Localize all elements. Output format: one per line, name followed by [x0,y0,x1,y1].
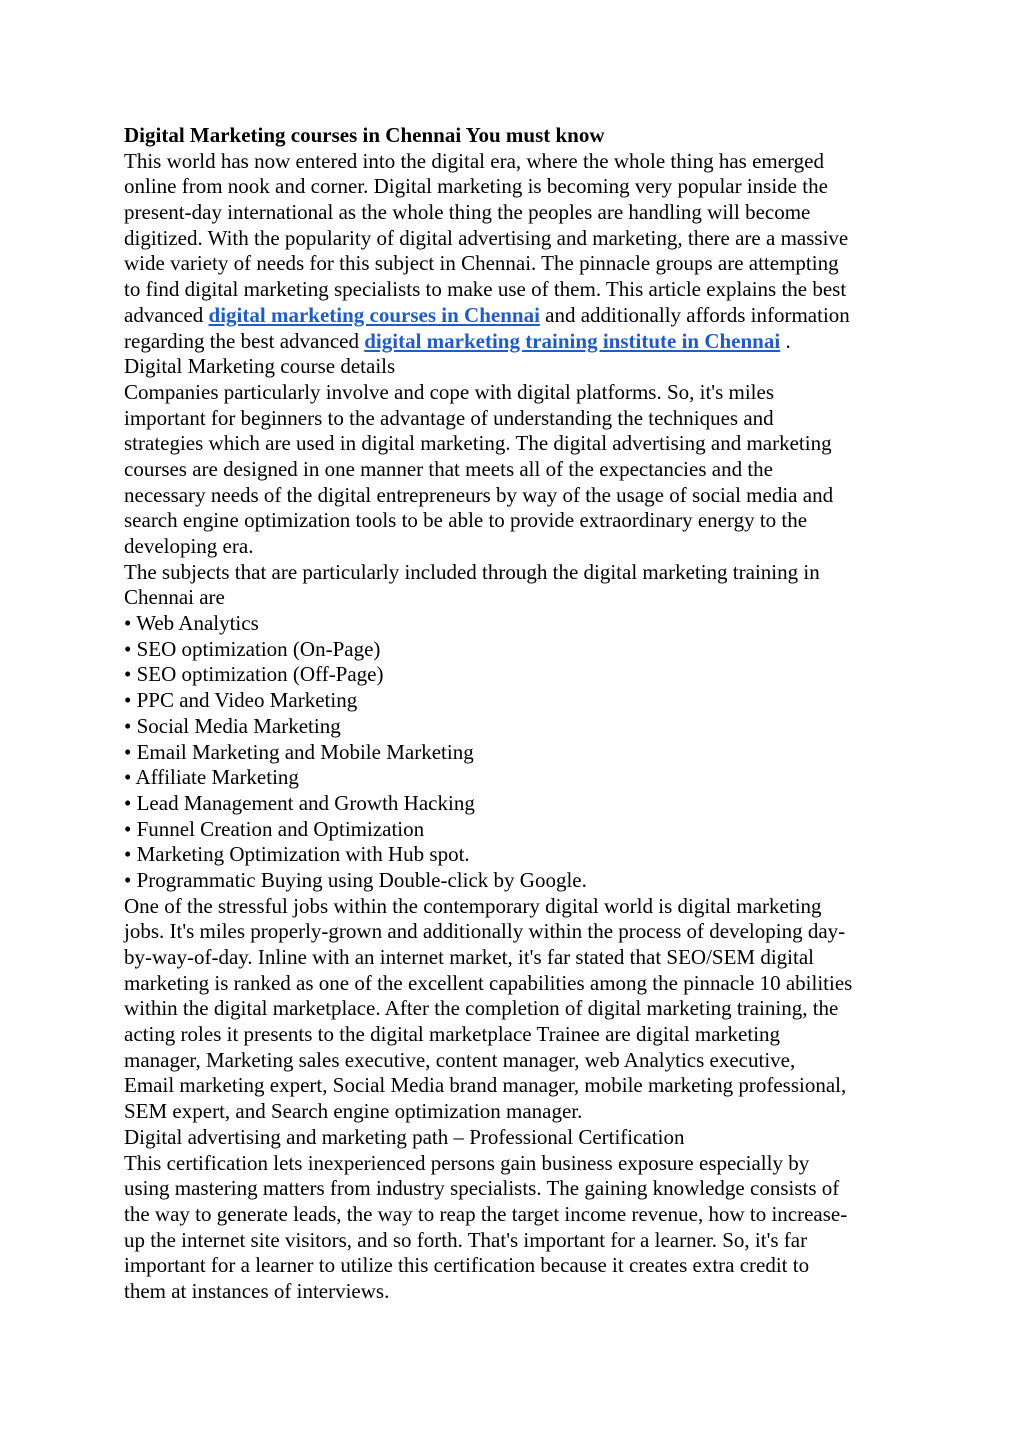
digital-marketing-courses-link[interactable]: digital marketing courses in Chennai [208,302,540,327]
paragraph-line: important for a learner to utilize this certification because it creates extra credit to [124,1253,810,1278]
jobs-paragraph [124,894,914,1125]
paragraph-line: important for beginners to the advantage of understanding the techniques and [124,405,774,430]
document-title: Digital Marketing courses in Chennai You must know [124,123,605,147]
paragraph-line: them at instances of interviews. [124,1278,390,1303]
course-details-paragraph [124,380,914,560]
paragraph-line: marketing is ranked as one of the excellent capabilities among the pinnacle 10 abilities [124,970,853,995]
paragraph-line: necessary needs of the digital entrepreneurs by way of the usage of social media and [124,482,834,507]
intro-text: and additionally affords information [539,302,850,327]
intro-line: This world has now entered into the digital era, where the whole thing has emerged [124,148,824,173]
paragraph-line: acting roles it presents to the digital marketplace Trainee are digital marketing [124,1022,781,1047]
paragraph-line: the way to generate leads, the way to reap the target income revenue, how to increase- [124,1201,848,1226]
paragraph-line: search engine optimization tools to be able to provide extraordinary energy to the [124,508,808,533]
document-page [124,123,914,1305]
intro-text: regarding the best advanced [124,328,365,353]
paragraph-line: jobs. It's miles properly-grown and additionally within the process of developing day- [124,919,846,944]
list-item: • Programmatic Buying using Double-click by Google. [124,867,587,892]
list-item: • Social Media Marketing [124,713,341,738]
paragraph-line: developing era. [124,534,254,558]
intro-text: advanced [124,302,209,327]
intro-paragraph [124,149,914,355]
paragraph-line: using mastering matters from industry specialists. The gaining knowledge consists of [124,1176,840,1201]
intro-line: wide variety of needs for this subject in Chennai. The pinnacle groups are attempting [124,251,839,276]
paragraph-line: The subjects that are particularly included through the digital marketing training in [124,559,820,584]
paragraph-line: up the internet site visitors, and so forth. That's important for a learner. So, it's far [124,1227,808,1252]
paragraph-line: by-way-of-day. Inline with an internet market, it's far stated that SEO/SEM digital [124,945,814,969]
certification-paragraph [124,1151,914,1305]
training-institute-link[interactable]: digital marketing training institute in Chennai [364,328,781,353]
list-item: • Marketing Optimization with Hub spot. [124,842,470,867]
list-item: • Funnel Creation and Optimization [124,816,425,841]
subjects-list [124,611,914,894]
list-item: • Web Analytics [124,611,259,636]
intro-line: to find digital marketing specialists to make use of them. This article explains the best [124,277,847,302]
paragraph-line: manager, Marketing sales executive, content manager, web Analytics executive, [124,1047,796,1072]
paragraph-line: Companies particularly involve and cope with digital platforms. So, it's miles [124,379,775,404]
intro-line: digitized. With the popularity of digital advertising and marketing, there are a massive [124,225,849,250]
intro-text: . [780,328,791,353]
paragraph-line: SEM expert, and Search engine optimization manager. [124,1099,583,1124]
intro-line: present-day international as the whole thing the peoples are handling will become [124,200,811,225]
paragraph-line: One of the stressful jobs within the contemporary digital world is digital marketing [124,893,822,918]
list-item: • Email Marketing and Mobile Marketing [124,739,474,764]
list-item: • PPC and Video Marketing [124,688,358,713]
paragraph-line: This certification lets inexperienced persons gain business exposure especially by [124,1150,810,1175]
subjects-intro [124,560,914,611]
list-item: • SEO optimization (Off-Page) [124,662,384,687]
course-details-heading: Digital Marketing course details [124,354,396,379]
certification-heading: Digital advertising and marketing path – Professional Certification [124,1124,685,1149]
intro-line-with-link [124,329,914,355]
list-item: • SEO optimization (On-Page) [124,636,381,661]
intro-line: online from nook and corner. Digital marketing is becoming very popular inside the [124,174,828,199]
paragraph-line: strategies which are used in digital marketing. The digital advertising and marketing [124,431,832,456]
list-item: • Lead Management and Growth Hacking [124,790,475,815]
paragraph-line: Chennai are [124,585,225,610]
paragraph-line: Email marketing expert, Social Media brand manager, mobile marketing professional, [124,1073,847,1098]
list-item: • Affiliate Marketing [124,765,299,790]
paragraph-line: courses are designed in one manner that meets all of the expectancies and the [124,456,773,481]
intro-line-with-link [124,303,914,329]
paragraph-line: within the digital marketplace. After the completion of digital marketing training, the [124,996,839,1021]
